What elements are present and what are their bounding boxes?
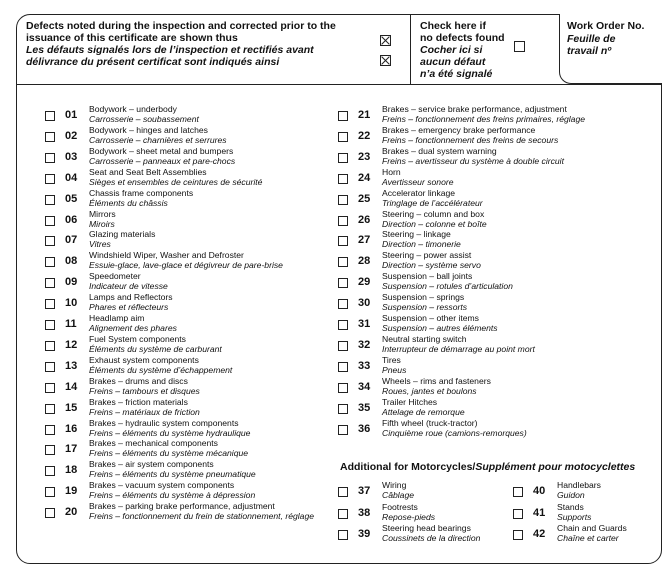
item-label-en: Brakes – air system components	[89, 459, 214, 470]
item-checkbox[interactable]	[338, 341, 348, 351]
defects-heading-en-line1: Defects noted during the inspection and corrected prior to the	[26, 20, 336, 32]
item-label-fr: Freins – éléments du système pneumatique	[89, 469, 256, 480]
item-number: 28	[358, 255, 371, 268]
item-label-fr: Repose-pieds	[382, 511, 436, 522]
item-label-fr: Éléments du châssis	[89, 197, 168, 208]
item-checkbox[interactable]	[45, 195, 55, 205]
item-number: 33	[358, 359, 371, 372]
item-label-fr: Coussinets de la direction	[382, 533, 481, 543]
item-checkbox[interactable]	[45, 383, 55, 393]
item-number: 06	[65, 213, 78, 226]
item-checkbox[interactable]	[45, 466, 55, 476]
item-label-en: Suspension – ball joints	[382, 271, 473, 282]
item-checkbox[interactable]	[45, 425, 55, 435]
item-label-en: Stands	[557, 501, 584, 512]
item-label-en: Horn	[382, 166, 401, 177]
item-number: 20	[65, 506, 78, 519]
item-label-en: Steering – linkage	[382, 229, 451, 240]
item-label-fr: Freins – fonctionnement des freins primaires, réglage	[382, 114, 586, 124]
item-label-en: Steering – power assist	[382, 250, 472, 261]
item-label-fr: Freins – tambours et disques	[89, 385, 200, 396]
item-number: 09	[65, 276, 78, 289]
item-number: 29	[358, 276, 371, 289]
no-defects-label-en-line1: Check here if	[420, 20, 486, 32]
item-number: 38	[358, 506, 371, 519]
item-checkbox[interactable]	[45, 487, 55, 497]
item-label-fr: Suspension – autres éléments	[382, 323, 498, 333]
motorcycle-title-en: Additional for Motorcycles/	[340, 461, 476, 473]
header-divider	[16, 84, 662, 85]
item-label-en: Brakes – dual system warning	[382, 145, 497, 156]
item-checkbox[interactable]	[338, 383, 348, 393]
item-label-en: Suspension – springs	[382, 292, 465, 303]
item-label-en: Seat and Seat Belt Assemblies	[89, 166, 207, 177]
item-checkbox[interactable]	[45, 236, 55, 246]
motorcycle-title-fr: Supplément pour motocyclettes	[475, 461, 636, 473]
item-number: 42	[533, 528, 546, 540]
item-number: 14	[65, 380, 78, 393]
item-label-fr: Carrosserie – panneaux et pare-chocs	[89, 155, 236, 166]
item-label-en: Footrests	[382, 501, 418, 512]
item-checkbox[interactable]	[45, 320, 55, 330]
item-label-en: Brakes – vacuum system components	[89, 480, 235, 491]
item-label-en: Brakes – friction materials	[89, 396, 188, 407]
crossed-box-example-icon	[380, 35, 391, 46]
item-label-fr: Phares et réflecteurs	[89, 302, 169, 313]
item-checkbox[interactable]	[338, 362, 348, 372]
item-label-fr: Éléments du système d’échappement	[89, 364, 233, 375]
item-checkbox[interactable]	[338, 257, 348, 267]
item-checkbox[interactable]	[45, 132, 55, 142]
item-label-fr: Carrosserie – charnières et serrures	[89, 134, 227, 145]
item-number: 13	[65, 359, 78, 372]
item-number: 05	[65, 192, 78, 205]
item-number: 12	[65, 338, 78, 351]
item-label-fr: Freins – matériaux de friction	[89, 406, 200, 417]
item-label-fr: Roues, jantes et boulons	[382, 385, 477, 396]
item-number: 24	[358, 171, 371, 184]
item-checkbox[interactable]	[45, 257, 55, 267]
item-number: 21	[358, 109, 371, 121]
no-defects-checkbox[interactable]	[514, 41, 525, 52]
item-label-fr: Suspension – rotules d’articulation	[382, 281, 513, 292]
item-checkbox[interactable]	[338, 216, 348, 226]
item-label-en: Brakes – drums and discs	[89, 375, 188, 386]
no-defects-label-fr-line2: aucun défaut	[420, 56, 486, 68]
item-label-fr: Attelage de remorque	[382, 406, 465, 417]
item-checkbox[interactable]	[338, 132, 348, 142]
item-label-en: Wiring	[382, 480, 407, 490]
item-label-fr: Câblage	[382, 490, 415, 500]
item-label-fr: Alignement des phares	[89, 323, 177, 333]
item-label-fr: Vitres	[89, 239, 111, 250]
item-number: 08	[65, 255, 78, 268]
item-label-fr: Supports	[557, 511, 592, 522]
item-number: 32	[358, 338, 371, 351]
item-number: 25	[358, 192, 371, 205]
item-label-fr: Miroirs	[89, 218, 115, 229]
item-label-fr: Freins – éléments du système hydraulique	[89, 427, 251, 438]
item-checkbox[interactable]	[338, 236, 348, 246]
no-defects-label-en-line2: no defects found	[420, 32, 505, 44]
item-label-fr: Freins – fonctionnement des freins de secours	[382, 134, 559, 145]
work-order-label-en: Work Order No.	[567, 20, 645, 32]
item-label-en: Brakes – parking brake performance, adjustment	[89, 501, 275, 512]
item-label-en: Fuel System components	[89, 333, 186, 344]
no-defects-label-fr-line1: Cocher ici si	[420, 44, 483, 56]
item-label-fr: Sièges et ensembles de ceintures de sécurité	[89, 176, 263, 187]
item-checkbox[interactable]	[45, 508, 55, 518]
item-checkbox[interactable]	[338, 530, 348, 540]
item-checkbox[interactable]	[338, 111, 348, 121]
item-checkbox[interactable]	[45, 341, 55, 351]
item-label-en: Fifth wheel (truck-tractor)	[382, 417, 478, 428]
item-label-en: Lamps and Reflectors	[89, 292, 173, 303]
item-number: 11	[65, 318, 77, 330]
item-checkbox[interactable]	[45, 445, 55, 455]
item-label-en: Handlebars	[557, 480, 601, 490]
item-checkbox[interactable]	[45, 278, 55, 288]
item-label-en: Steering head bearings	[382, 523, 471, 533]
item-label-en: Accelerator linkage	[382, 187, 456, 198]
item-label-fr: Direction – timonerie	[382, 239, 461, 250]
item-label-en: Brakes – service brake performance, adjustment	[382, 104, 567, 114]
defects-heading-fr-line2: délivrance du présent certificat sont indiqués ainsi	[26, 56, 280, 68]
item-label-en: Chain and Guards	[557, 523, 627, 533]
item-label-en: Suspension – other items	[382, 313, 479, 323]
item-checkbox[interactable]	[45, 153, 55, 163]
item-number: 19	[65, 485, 78, 498]
item-label-fr: Interrupteur de démarrage au point mort	[382, 343, 535, 354]
item-checkbox[interactable]	[338, 320, 348, 330]
item-checkbox[interactable]	[338, 299, 348, 309]
item-number: 27	[358, 234, 371, 247]
item-checkbox[interactable]	[45, 111, 55, 121]
item-label-en: Bodywork – sheet metal and bumpers	[89, 145, 234, 156]
item-number: 26	[358, 213, 371, 226]
item-number: 22	[358, 129, 371, 142]
item-label-fr: Pneus	[382, 364, 407, 375]
item-label-en: Wheels – rims and fasteners	[382, 375, 491, 386]
item-checkbox[interactable]	[45, 174, 55, 184]
item-label-fr: Freins – éléments du système à dépression	[89, 490, 256, 501]
item-checkbox[interactable]	[513, 509, 523, 519]
item-label-en: Exhaust system components	[89, 354, 199, 365]
item-checkbox[interactable]	[513, 487, 523, 497]
item-checkbox[interactable]	[45, 362, 55, 372]
item-number: 35	[358, 401, 371, 414]
item-checkbox[interactable]	[338, 153, 348, 163]
item-checkbox[interactable]	[513, 530, 523, 540]
item-label-en: Neutral starting switch	[382, 333, 467, 344]
defects-heading-fr-line1: Les défauts signalés lors de l’inspection et rectifiés avant	[26, 44, 314, 56]
work-order-label-fr-line1: Feuille de	[567, 33, 616, 45]
item-number: 07	[65, 234, 78, 247]
item-checkbox[interactable]	[45, 299, 55, 309]
item-label-en: Mirrors	[89, 208, 116, 219]
item-number: 31	[358, 318, 371, 330]
item-checkbox[interactable]	[338, 278, 348, 288]
item-checkbox[interactable]	[338, 425, 348, 435]
item-label-fr: Indicateur de vitesse	[89, 281, 168, 292]
item-label-en: Brakes – emergency brake performance	[382, 124, 536, 135]
item-number: 23	[358, 150, 371, 163]
item-number: 15	[65, 401, 78, 414]
item-label-fr: Cinquième roue (camions-remorques)	[382, 427, 527, 438]
item-label-fr: Éléments du système de carburant	[89, 343, 222, 354]
item-number: 10	[65, 297, 78, 310]
item-label-fr: Freins – éléments du système mécanique	[89, 448, 249, 459]
item-checkbox[interactable]	[338, 174, 348, 184]
item-label-en: Chassis frame components	[89, 187, 194, 198]
motorcycle-section-title	[340, 461, 635, 473]
item-number: 17	[65, 443, 78, 456]
item-checkbox[interactable]	[338, 195, 348, 205]
item-number: 16	[65, 422, 78, 435]
item-label-en: Bodywork – hinges and latches	[89, 124, 208, 135]
item-number: 30	[358, 297, 371, 310]
item-label-en: Speedometer	[89, 271, 141, 282]
item-number: 03	[65, 150, 78, 163]
item-label-fr: Suspension – ressorts	[382, 302, 468, 313]
item-number: 01	[65, 109, 78, 121]
crossed-box-example-icon	[380, 55, 391, 66]
item-number: 37	[358, 485, 371, 497]
item-label-en: Headlamp aim	[89, 313, 145, 323]
header-column-divider	[410, 14, 411, 84]
item-label-fr: Tringlage de l’accélérateur	[382, 197, 483, 208]
item-number: 34	[358, 380, 371, 393]
item-label-en: Windshield Wiper, Washer and Defroster	[89, 250, 244, 261]
item-label-fr: Chaîne et carter	[557, 533, 619, 543]
item-label-en: Bodywork – underbody	[89, 104, 177, 114]
item-label-fr: Freins – avertisseur du système à double circuit	[382, 155, 564, 166]
item-number: 40	[533, 485, 546, 497]
item-label-fr: Direction – système servo	[382, 260, 481, 271]
item-label-en: Tires	[382, 354, 401, 365]
item-label-en: Brakes – hydraulic system components	[89, 417, 239, 428]
item-label-en: Glazing materials	[89, 229, 156, 240]
item-checkbox[interactable]	[45, 216, 55, 226]
item-label-fr: Avertisseur sonore	[382, 176, 454, 187]
item-label-fr: Direction – colonne et boîte	[382, 218, 487, 229]
item-number: 39	[358, 528, 371, 540]
item-label-en: Trailer Hitches	[382, 396, 438, 407]
item-checkbox[interactable]	[45, 404, 55, 414]
work-order-label-fr-line2: travail nº	[567, 45, 612, 57]
item-checkbox[interactable]	[338, 487, 348, 497]
item-label-en: Steering – column and box	[382, 208, 485, 219]
item-label-fr: Freins – fonctionnement du frein de stationnement, réglage	[89, 511, 315, 522]
item-checkbox[interactable]	[338, 509, 348, 519]
item-number: 04	[65, 171, 78, 184]
item-number: 02	[65, 129, 78, 142]
item-label-fr: Guidon	[557, 490, 585, 500]
item-checkbox[interactable]	[338, 404, 348, 414]
item-number: 18	[65, 464, 78, 477]
defects-heading-en-line2: issuance of this certificate are shown thus	[26, 32, 238, 44]
item-label-fr: Carrosserie – soubassement	[89, 114, 199, 124]
no-defects-label-fr-line3: n’a été signalé	[420, 68, 493, 80]
item-label-fr: Essuie-glace, lave-glace et dégivreur de pare-brise	[89, 260, 283, 271]
item-label-en: Brakes – mechanical components	[89, 438, 218, 449]
item-number: 41	[533, 506, 546, 519]
item-number: 36	[358, 422, 371, 435]
